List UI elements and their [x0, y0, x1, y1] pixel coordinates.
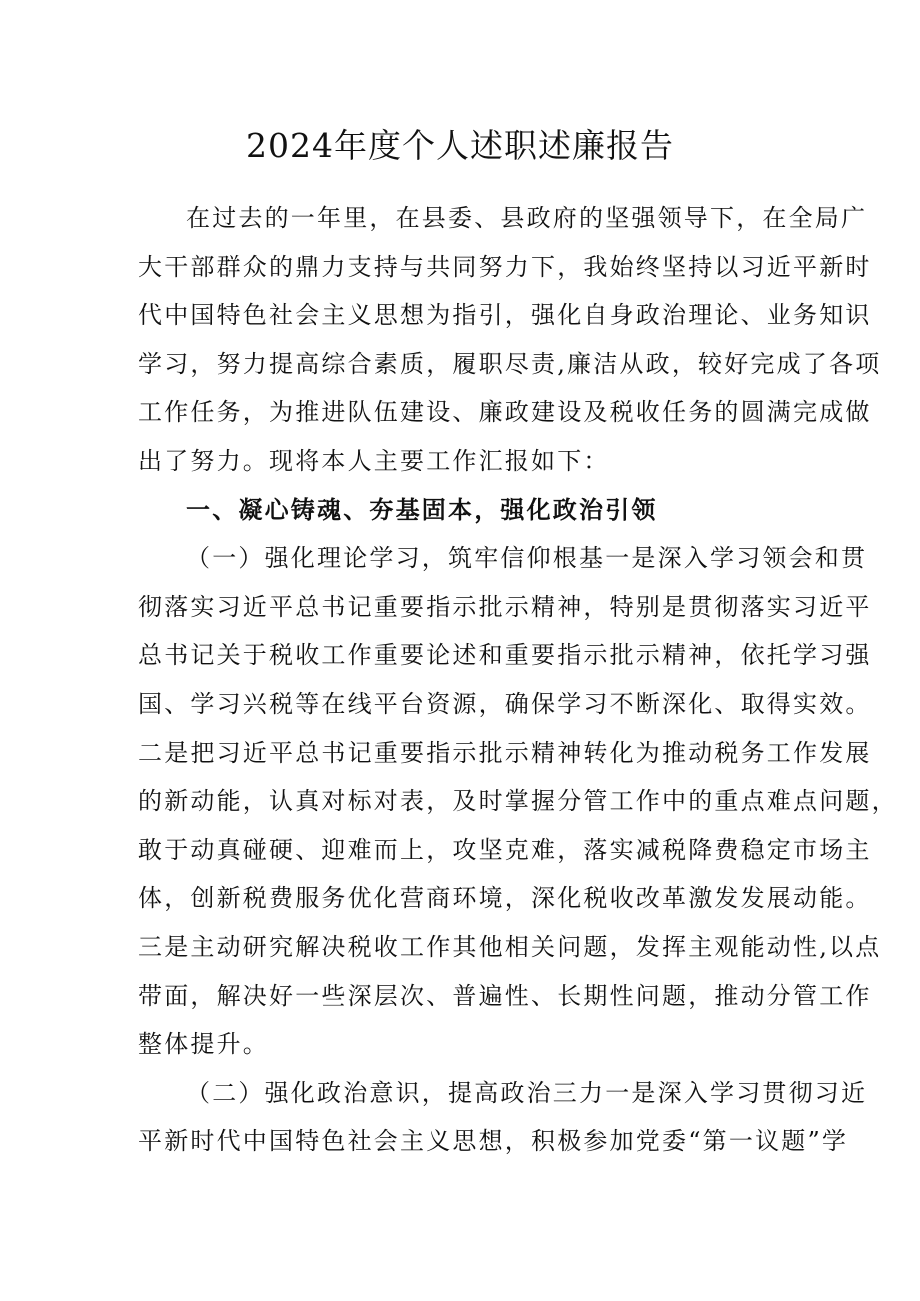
- text-line: 国、学习兴税等在线平台资源，确保学习不断深化、取得实效。: [138, 689, 872, 718]
- document-body: [138, 194, 898, 1166]
- intro-paragraph: [138, 194, 882, 486]
- text-line: 彻落实习近平总书记重要指示批示精神，特别是贯彻落实习近平: [138, 592, 872, 621]
- text-line: 出了努力。现将本人主要工作汇报如下：: [138, 446, 610, 475]
- subsection-2-paragraph: [138, 1069, 868, 1166]
- section-heading: [138, 486, 788, 535]
- text-line: 体，创新税费服务优化营商环境，深化税收改革激发发展动能。: [138, 884, 872, 913]
- document-title: 2024年度个人述职述廉报告: [246, 126, 674, 166]
- text-line: 大干部群众的鼎力支持与共同努力下，我始终坚持以习近平新时: [138, 252, 872, 281]
- text-line: （一）强化理论学习，筑牢信仰根基一是深入学习领会和贯: [186, 544, 868, 573]
- text-line: （二）强化政治意识，提高政治三力一是深入学习贯彻习近: [186, 1078, 868, 1107]
- text-line: 学习，努力提高综合素质，履职尽责,廉洁从政，较好完成了各项: [138, 349, 882, 378]
- text-line: 整体提升。: [138, 1030, 269, 1059]
- text-line: 工作任务，为推进队伍建设、廉政建设及税收任务的圆满完成做: [138, 398, 872, 427]
- text-line: 的新动能，认真对标对表，及时掌握分管工作中的重点难点问题，: [138, 787, 898, 816]
- text-line: 平新时代中国特色社会主义思想，积极参加党委“第一议题”学: [138, 1127, 849, 1156]
- text-line: 在过去的一年里，在县委、县政府的坚强领导下，在全局广: [186, 204, 868, 232]
- subsection-1-paragraph: [138, 534, 898, 1069]
- text-line: 带面，解决好一些深层次、普遍性、长期性问题，推动分管工作: [138, 981, 872, 1010]
- text-line: 总书记关于税收工作重要论述和重要指示批示精神，依托学习强: [138, 641, 872, 670]
- text-line: 敢于动真碰硬、迎难而上，攻坚克难，落实减税降费稳定市场主: [138, 835, 872, 864]
- section-1-heading: 一、凝心铸魂、夯基固本，强化政治引领: [186, 494, 658, 524]
- text-line: 三是主动研究解决税收工作其他相关问题，发挥主观能动性,以点: [138, 932, 882, 961]
- text-line: 二是把习近平总书记重要指示批示精神转化为推动税务工作发展: [138, 738, 872, 767]
- text-line: 代中国特色社会主义思想为指引，强化自身政治理论、业务知识: [138, 301, 872, 330]
